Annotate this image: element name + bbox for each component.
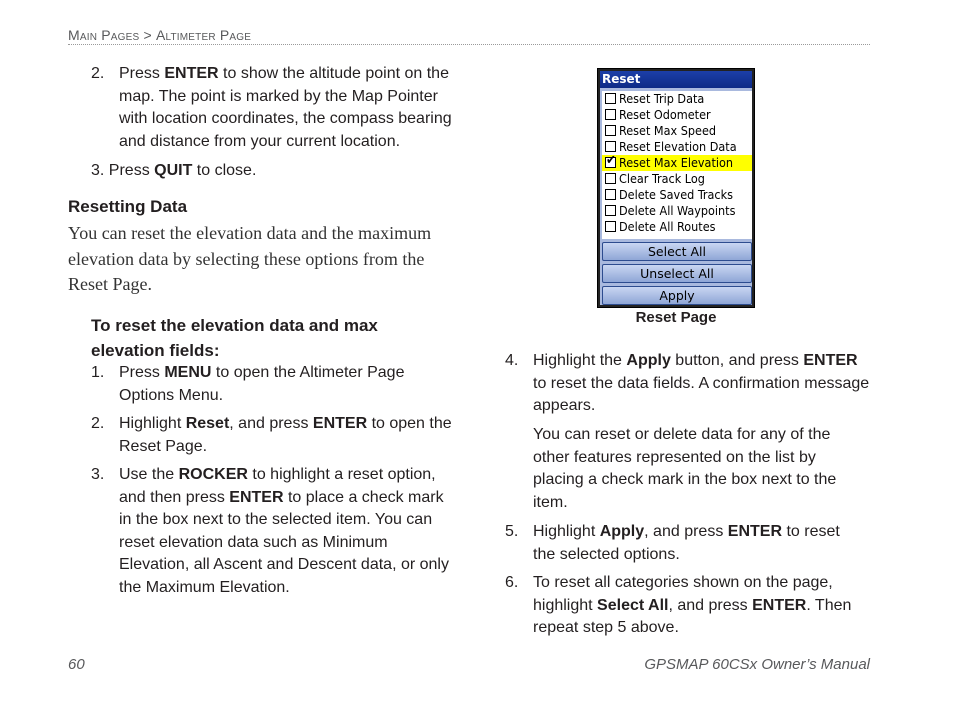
section-body: You can reset the elevation data and the maximum elevation data by selecting these options from the Reset Page. [68, 223, 432, 294]
step-4-text: Highlight the Apply button, and press ENTER to reset the data fields. A confirmation message appears. [533, 352, 870, 415]
reset-option-label: Clear Track Log [619, 171, 705, 186]
reset-option-label: Reset Odometer [619, 107, 711, 122]
step-number: 2. [91, 65, 105, 82]
checked-checkbox-icon[interactable] [605, 153, 616, 168]
apply-button[interactable]: Apply [602, 286, 752, 305]
figure-caption: Reset Page [635, 309, 717, 326]
procedure-step-3: Use the ROCKER to highlight a reset option, and then press ENTER to place a check mark in the box next to the selected item. You can reset elevation data such as Minimum Elevation, all Ascent and Descent data, or only the Maximum Elevation. [119, 466, 449, 596]
reset-option-item[interactable] [602, 203, 752, 219]
reset-option-label: Delete Saved Tracks [619, 187, 733, 202]
step-number: 1. [91, 364, 105, 381]
checkbox-icon[interactable] [605, 125, 616, 136]
reset-option-item[interactable] [602, 187, 752, 203]
page-number: 60 [68, 656, 85, 673]
reset-option-item[interactable] [602, 171, 752, 187]
reset-option-item[interactable] [602, 107, 752, 123]
procedure-step-1: Press MENU to open the Altimeter Page Options Menu. [119, 364, 405, 404]
step-number: 3. [91, 466, 105, 483]
reset-option-label: Reset Elevation Data [619, 139, 737, 154]
header-divider [68, 44, 870, 45]
select-all-button[interactable]: Select All [602, 242, 752, 261]
reset-options-list [602, 91, 752, 239]
checkbox-icon[interactable] [605, 189, 616, 200]
manual-title: GPSMAP 60CSx Owner’s Manual [644, 656, 870, 673]
step-2-text: Press ENTER to show the altitude point on the map. The point is marked by the Map Pointer with location coordinates, the compass bearing and distance from your current location. [119, 65, 452, 150]
reset-option-label: Delete All Waypoints [619, 203, 736, 218]
step-4-note: You can reset or delete data for any of the other features represented on the list by placing a check mark in the box next to the item. [533, 426, 837, 511]
check-mark-icon: ✔ [606, 153, 616, 168]
step-3-text: 3. Press QUIT to close. [91, 162, 257, 179]
reset-option-label: Reset Max Elevation [619, 155, 733, 170]
step-5-text: Highlight Apply, and press ENTER to reset the selected options. [533, 523, 840, 563]
checkbox-icon[interactable] [605, 109, 616, 120]
reset-page-screenshot [597, 68, 755, 308]
reset-option-item[interactable] [602, 155, 752, 171]
header-separator: > [143, 27, 152, 43]
step-number: 4. [505, 352, 519, 369]
section-heading: Resetting Data [68, 197, 188, 216]
checkbox-icon[interactable] [605, 205, 616, 216]
reset-option-label: Reset Max Speed [619, 123, 717, 138]
procedure-heading: To reset the elevation data and max elevation fields: [91, 316, 378, 360]
step-number: 6. [505, 574, 519, 591]
step-6-text: To reset all categories shown on the page, highlight Select All, and press ENTER. Then repeat step 5 above. [533, 574, 852, 637]
reset-option-item[interactable] [602, 219, 752, 235]
running-header [68, 27, 251, 43]
procedure-step-2: Highlight Reset, and press ENTER to open the Reset Page. [119, 415, 452, 455]
reset-option-item[interactable] [602, 139, 752, 155]
reset-option-item[interactable] [602, 123, 752, 139]
device-title-bar: Reset [600, 71, 752, 88]
step-number: 2. [91, 415, 105, 432]
checkbox-icon[interactable] [605, 173, 616, 184]
checkbox-icon[interactable] [605, 141, 616, 152]
checkbox-icon[interactable] [605, 221, 616, 232]
header-section: Main Pages [68, 27, 140, 43]
header-page: Altimeter Page [155, 27, 252, 43]
reset-option-label: Delete All Routes [619, 219, 716, 234]
reset-option-item[interactable] [602, 91, 752, 107]
reset-option-label: Reset Trip Data [619, 91, 705, 106]
checkbox-icon[interactable] [605, 93, 616, 104]
step-number: 5. [505, 523, 519, 540]
unselect-all-button[interactable]: Unselect All [602, 264, 752, 283]
